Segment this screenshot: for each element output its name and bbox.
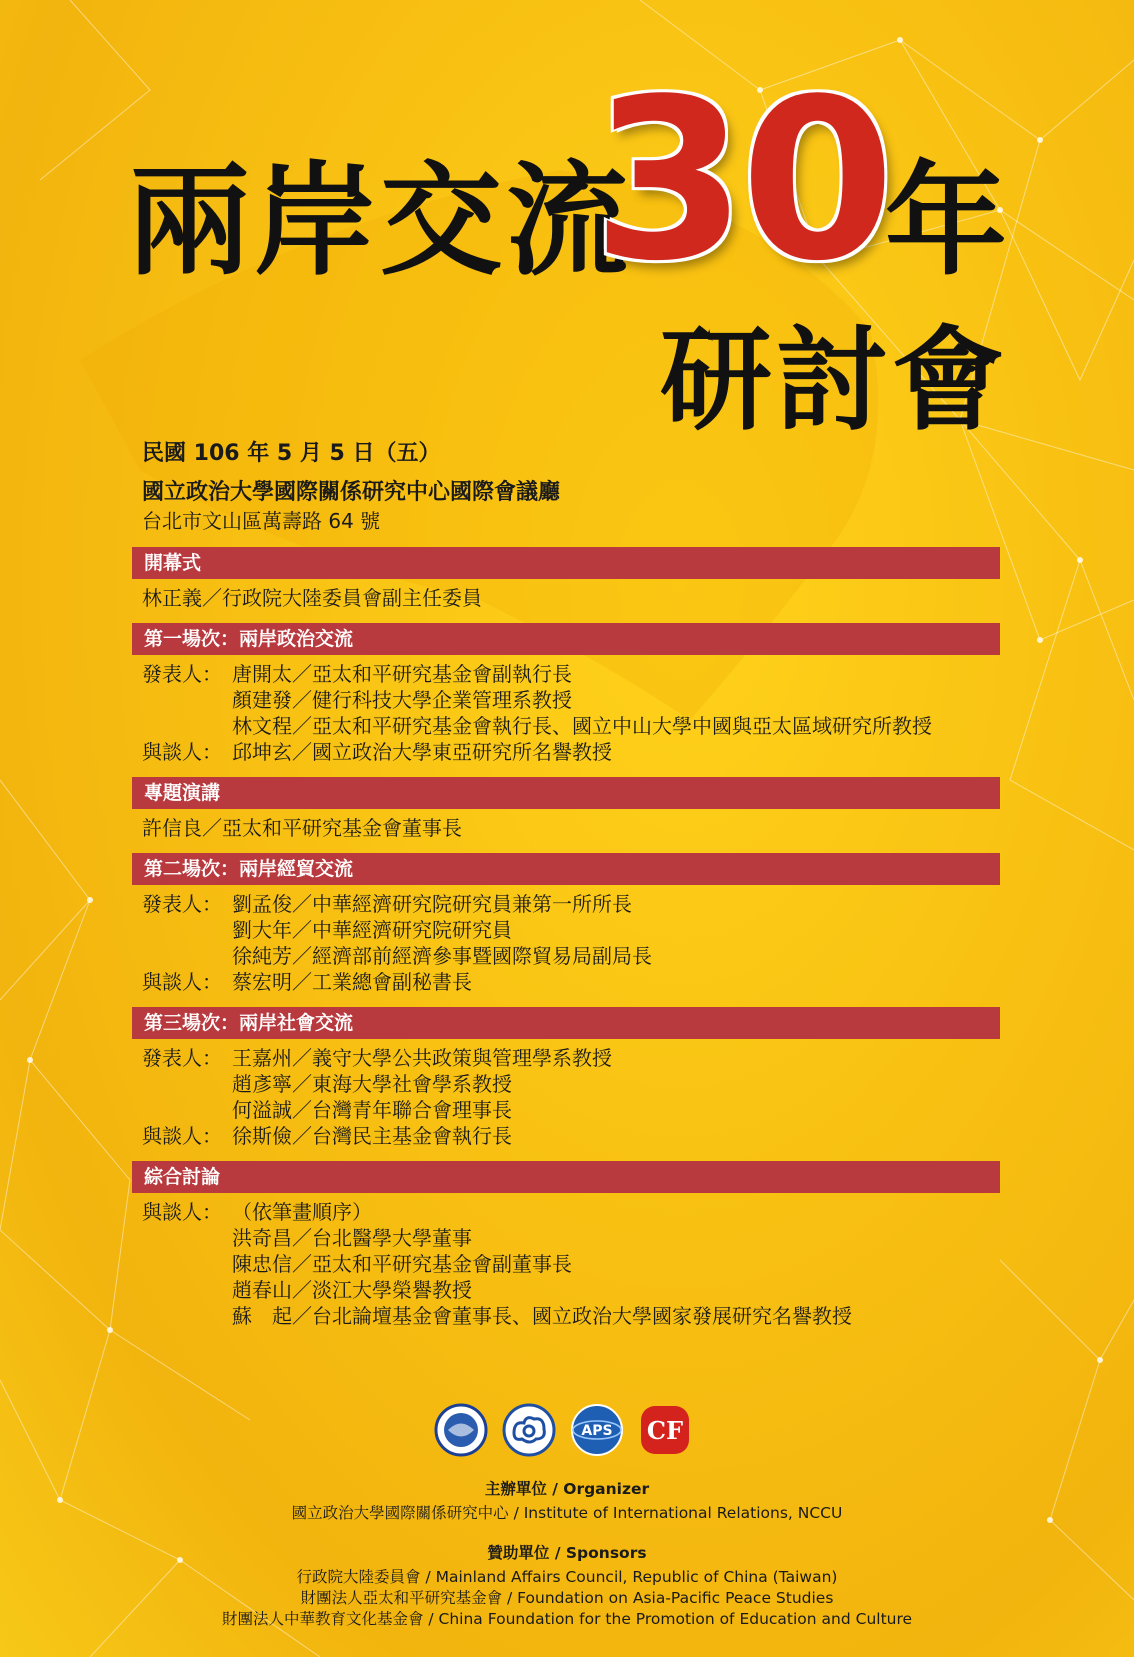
speaker-text: 劉大年／中華經濟研究院研究員: [232, 918, 512, 942]
speaker-text: 徐純芳／經濟部前經濟參事暨國際貿易局副局長: [232, 944, 652, 968]
speaker-line: [142, 713, 1000, 739]
speaker-line: [142, 1277, 1000, 1303]
cf-logo-text: CF: [646, 1416, 684, 1445]
speaker-text: 何溢誠／台灣青年聯合會理事長: [232, 1098, 512, 1122]
order-note: （依筆畫順序）: [232, 1200, 372, 1224]
discussant-label: 與談人：: [142, 1124, 222, 1148]
organizer-text: 國立政治大學國際關係研究中心 / Institute of International Relations, NCCU: [291, 1504, 843, 1522]
speaker-text: 王嘉州／義守大學公共政策與管理學系教授: [232, 1046, 612, 1070]
section-body-session-3: [132, 1045, 1000, 1149]
presenter-label: 發表人：: [142, 892, 222, 916]
section-header-session-2: 第二場次：兩岸經貿交流: [132, 853, 1000, 885]
discussant-label: 與談人：: [142, 1200, 222, 1224]
speaker-line: [142, 1251, 1000, 1277]
section-body-session-2: [132, 891, 1000, 995]
title-main: 兩岸交流: [128, 150, 632, 292]
program-schedule: [132, 547, 1000, 1341]
sponsors-heading: 贊助單位 / Sponsors: [487, 1544, 647, 1562]
speaker-line: [142, 969, 1000, 995]
speaker-line: [142, 1199, 1000, 1225]
speaker-line: [142, 943, 1000, 969]
event-address: 台北市文山區萬壽路 64 號: [142, 509, 381, 533]
speaker-text: 洪奇昌／台北醫學大學董事: [232, 1226, 472, 1250]
speaker-line: [142, 917, 1000, 943]
section-body-opening: [132, 585, 1000, 611]
title-number: 30: [592, 52, 889, 310]
speaker-line: [142, 739, 1000, 765]
speaker-line: [142, 585, 1000, 611]
title-subtitle: 研討會: [660, 316, 1008, 446]
speaker-line: [142, 1225, 1000, 1251]
aps-logo-text: APS: [581, 1423, 613, 1439]
section-header-discussion: 綜合討論: [132, 1161, 1000, 1193]
speaker-text: 徐斯儉／台灣民主基金會執行長: [232, 1124, 512, 1148]
section-header-keynote: 專題演講: [132, 777, 1000, 809]
section-header-session-1: 第一場次：兩岸政治交流: [132, 623, 1000, 655]
logo-row: [434, 1403, 692, 1457]
speaker-text: 顏建發／健行科技大學企業管理系教授: [232, 688, 572, 712]
speaker-text: 蔡宏明／工業總會副秘書長: [232, 970, 472, 994]
section-body-discussion: [132, 1199, 1000, 1329]
speaker-line: [142, 891, 1000, 917]
discussant-label: 與談人：: [142, 970, 222, 994]
section-body-keynote: [132, 815, 1000, 841]
section-body-session-1: [132, 661, 1000, 765]
speaker-text: 林正義／行政院大陸委員會副主任委員: [142, 586, 482, 610]
section-header-session-3: 第三場次：兩岸社會交流: [132, 1007, 1000, 1039]
presenter-label: 發表人：: [142, 662, 222, 686]
discussant-label: 與談人：: [142, 740, 222, 764]
presenter-label: 發表人：: [142, 1046, 222, 1070]
event-venue: 國立政治大學國際關係研究中心國際會議廳: [142, 480, 561, 505]
speaker-text: 趙春山／淡江大學榮譽教授: [232, 1278, 472, 1302]
speaker-text: 劉孟俊／中華經濟研究院研究員兼第一所所長: [232, 892, 632, 916]
swirl-cloud-icon: [502, 1403, 556, 1457]
title-year-char: 年: [885, 150, 1007, 292]
aps-logo: [570, 1403, 624, 1457]
speaker-line: [142, 1097, 1000, 1123]
section-header-opening: 開幕式: [132, 547, 1000, 579]
sponsor-line-1: 行政院大陸委員會 / Mainland Affairs Council, Republic of China (Taiwan): [296, 1568, 838, 1586]
speaker-line: [142, 1303, 1000, 1329]
speaker-text: 邱坤玄／國立政治大學東亞研究所名譽教授: [232, 740, 612, 764]
speaker-text: 蘇 起／台北論壇基金會董事長、國立政治大學國家發展研究名譽教授: [232, 1304, 852, 1328]
speaker-text: 趙彥寧／東海大學社會學系教授: [232, 1072, 512, 1096]
speaker-line: [142, 1123, 1000, 1149]
speaker-line: [142, 1045, 1000, 1071]
cf-logo: [638, 1403, 692, 1457]
speaker-line: [142, 1071, 1000, 1097]
speaker-text: 唐開太／亞太和平研究基金會副執行長: [232, 662, 572, 686]
event-date: 民國 106 年 5 月 5 日（五）: [142, 441, 441, 466]
speaker-line: [142, 815, 1000, 841]
speaker-text: 許信良／亞太和平研究基金會董事長: [142, 816, 462, 840]
speaker-line: [142, 687, 1000, 713]
speaker-line: [142, 661, 1000, 687]
iir-seal-logo: [434, 1403, 488, 1457]
sponsor-line-2: 財團法人亞太和平研究基金會 / Foundation on Asia-Pacific Peace Studies: [300, 1589, 834, 1607]
sponsor-line-3: 財團法人中華教育文化基金會 / China Foundation for the Promotion of Education and Culture: [221, 1610, 913, 1628]
organizer-heading: 主辦單位 / Organizer: [484, 1480, 650, 1498]
speaker-text: 林文程／亞太和平研究基金會執行長、國立中山大學中國與亞太區域研究所教授: [232, 714, 932, 738]
speaker-text: 陳忠信／亞太和平研究基金會副董事長: [232, 1252, 572, 1276]
